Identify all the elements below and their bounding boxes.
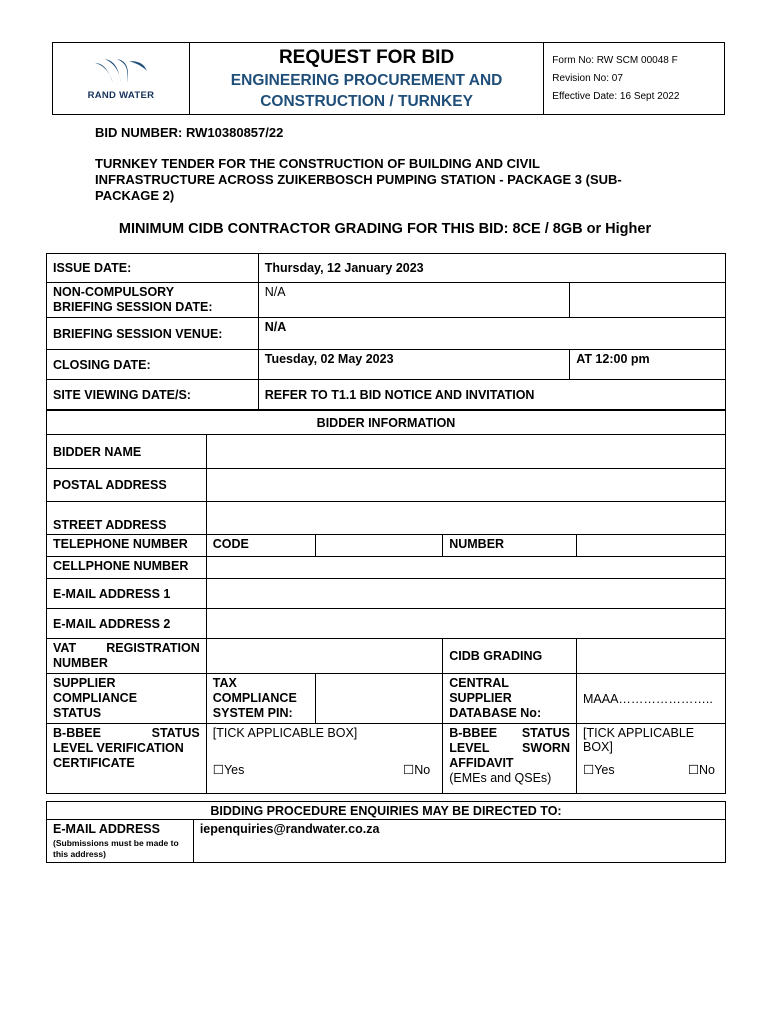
- tax-line-3: SYSTEM PIN:: [212, 706, 293, 720]
- site-viewing-label: SITE VIEWING DATE/S:: [47, 380, 259, 410]
- bbbee-line-2: LEVEL VERIFICATION: [53, 741, 184, 755]
- submission-note: [53, 838, 187, 860]
- certificate-no-checkbox[interactable]: ☐No: [403, 763, 431, 777]
- bidder-name-label: BIDDER NAME: [47, 435, 207, 469]
- postal-address-label: POSTAL ADDRESS: [47, 469, 207, 502]
- csd-line-1: CENTRAL SUPPLIER: [449, 676, 512, 705]
- briefing-label-line-1: NON-COMPULSORY: [53, 285, 175, 299]
- supplier-line-1: SUPPLIER: [53, 676, 116, 690]
- header-table: [52, 42, 725, 115]
- tick-instruction-2: [TICK APPLICABLE BOX]: [582, 726, 695, 754]
- vat-label: [47, 639, 207, 674]
- submission-note-line-1: (Submissions must be made to: [53, 838, 179, 848]
- telephone-number-label: NUMBER: [443, 535, 577, 557]
- enquiries-email-label: E-MAIL ADDRESS: [53, 822, 160, 836]
- bidder-name-field[interactable]: [206, 435, 725, 469]
- telephone-code-field[interactable]: [315, 535, 443, 557]
- title-cell: [189, 43, 543, 115]
- briefing-label-line-2: BRIEFING SESSION DATE:: [53, 300, 213, 314]
- bid-number: BID NUMBER: RW10380857/22: [95, 125, 284, 140]
- csd-line-2: DATABASE No:: [449, 706, 542, 720]
- tax-pin-field[interactable]: [315, 674, 443, 724]
- tender-line-2: INFRASTRUCTURE ACROSS ZUIKERBOSCH PUMPING STATION - PACKAGE 3 (SUB-: [95, 172, 622, 187]
- affidavit-line-2: LEVEL SWORN: [449, 741, 570, 755]
- postal-address-field[interactable]: [206, 469, 725, 502]
- cidb-grading-field[interactable]: [576, 639, 725, 674]
- tender-description: [95, 156, 622, 204]
- issue-table: [46, 253, 726, 410]
- enquiries-email-value[interactable]: iepenquiries@randwater.co.za: [193, 820, 725, 863]
- tender-line-3: PACKAGE 2): [95, 188, 175, 203]
- street-address-label: STREET ADDRESS: [47, 502, 207, 535]
- affidavit-yes-checkbox[interactable]: ☐Yes: [582, 763, 615, 777]
- cidb-grading-label: CIDB GRADING: [443, 639, 577, 674]
- supplier-line-2: COMPLIANCE: [53, 691, 138, 705]
- email-2-field[interactable]: [206, 609, 725, 639]
- email-2-label: E-MAIL ADDRESS 2: [47, 609, 207, 639]
- affidavit-line-3: AFFIDAVIT: [449, 756, 514, 770]
- affidavit-no-checkbox[interactable]: ☐No: [687, 763, 715, 777]
- briefing-date-label: [47, 283, 259, 318]
- enquiries-email-label-cell: [47, 820, 194, 863]
- venue-label: BRIEFING SESSION VENUE:: [47, 318, 259, 350]
- issue-date-label: ISSUE DATE:: [47, 254, 259, 283]
- csd-number-field[interactable]: MAAA…………………..: [576, 674, 725, 724]
- bidder-information-heading: BIDDER INFORMATION: [47, 411, 726, 435]
- bbbee-certificate-tick-cell: [206, 724, 442, 794]
- logo-cell: [53, 43, 190, 115]
- subtitle-line-2: CONSTRUCTION / TURNKEY: [260, 92, 473, 110]
- cidb-grading-requirement: MINIMUM CIDB CONTRACTOR GRADING FOR THIS BID: 8CE / 8GB or Higher: [118, 221, 652, 237]
- affidavit-line-4: (EMEs and QSEs): [449, 771, 552, 785]
- enquiries-heading: BIDDING PROCEDURE ENQUIRIES MAY BE DIRECTED TO:: [47, 802, 726, 820]
- tax-line-2: COMPLIANCE: [212, 691, 297, 705]
- submission-note-line-2: this address): [53, 849, 106, 859]
- closing-date-label: CLOSING DATE:: [47, 350, 259, 380]
- vat-label-line-1: VAT REGISTRATION: [53, 641, 200, 655]
- vat-label-line-2: NUMBER: [53, 656, 108, 670]
- telephone-code-label: CODE: [206, 535, 315, 557]
- form-number: Form No: RW SCM 00048 F: [552, 54, 678, 66]
- bbbee-line-1: B-BBEE STATUS: [53, 726, 200, 740]
- bidder-information-table: [46, 410, 726, 794]
- briefing-date-value: N/A: [258, 283, 569, 318]
- supplier-compliance-label: [47, 674, 207, 724]
- bbbee-affidavit-tick-cell: [576, 724, 725, 794]
- bbbee-certificate-label: [47, 724, 207, 794]
- venue-value: N/A: [258, 318, 725, 350]
- bbbee-affidavit-label: [443, 724, 577, 794]
- rand-water-logo-icon: [91, 57, 151, 85]
- closing-time-value: AT 12:00 pm: [570, 350, 726, 380]
- vat-field[interactable]: [206, 639, 442, 674]
- certificate-yes-checkbox[interactable]: ☐Yes: [212, 763, 245, 777]
- tax-pin-label: [206, 674, 315, 724]
- email-1-field[interactable]: [206, 579, 725, 609]
- tick-instruction-1: [TICK APPLICABLE BOX]: [212, 726, 358, 740]
- issue-date-value: Thursday, 12 January 2023: [258, 254, 725, 283]
- site-viewing-value: REFER TO T1.1 BID NOTICE AND INVITATION: [258, 380, 725, 410]
- cellphone-field[interactable]: [206, 557, 725, 579]
- subtitle-line-1: ENGINEERING PROCUREMENT AND: [230, 71, 503, 89]
- revision-number: Revision No: 07: [552, 72, 623, 84]
- effective-date: Effective Date: 16 Sept 2022: [552, 90, 680, 102]
- form-info-cell: [544, 43, 725, 115]
- email-1-label: E-MAIL ADDRESS 1: [47, 579, 207, 609]
- tender-line-1: TURNKEY TENDER FOR THE CONSTRUCTION OF BUILDING AND CIVIL: [95, 156, 540, 171]
- supplier-line-3: STATUS: [53, 706, 102, 720]
- telephone-number-field[interactable]: [576, 535, 725, 557]
- enquiries-table: [46, 801, 726, 863]
- closing-date-value: Tuesday, 02 May 2023: [258, 350, 569, 380]
- briefing-date-extra: [570, 283, 726, 318]
- cellphone-label: CELLPHONE NUMBER: [47, 557, 207, 579]
- bbbee-line-3: CERTIFICATE: [53, 756, 135, 770]
- logo-text: RAND WATER: [87, 89, 155, 101]
- affidavit-line-1: B-BBEE STATUS: [449, 726, 570, 740]
- telephone-label: TELEPHONE NUMBER: [47, 535, 207, 557]
- csd-label: [443, 674, 577, 724]
- street-address-field[interactable]: [206, 502, 725, 535]
- tax-line-1: TAX: [212, 676, 237, 690]
- page-title: REQUEST FOR BID: [278, 46, 455, 68]
